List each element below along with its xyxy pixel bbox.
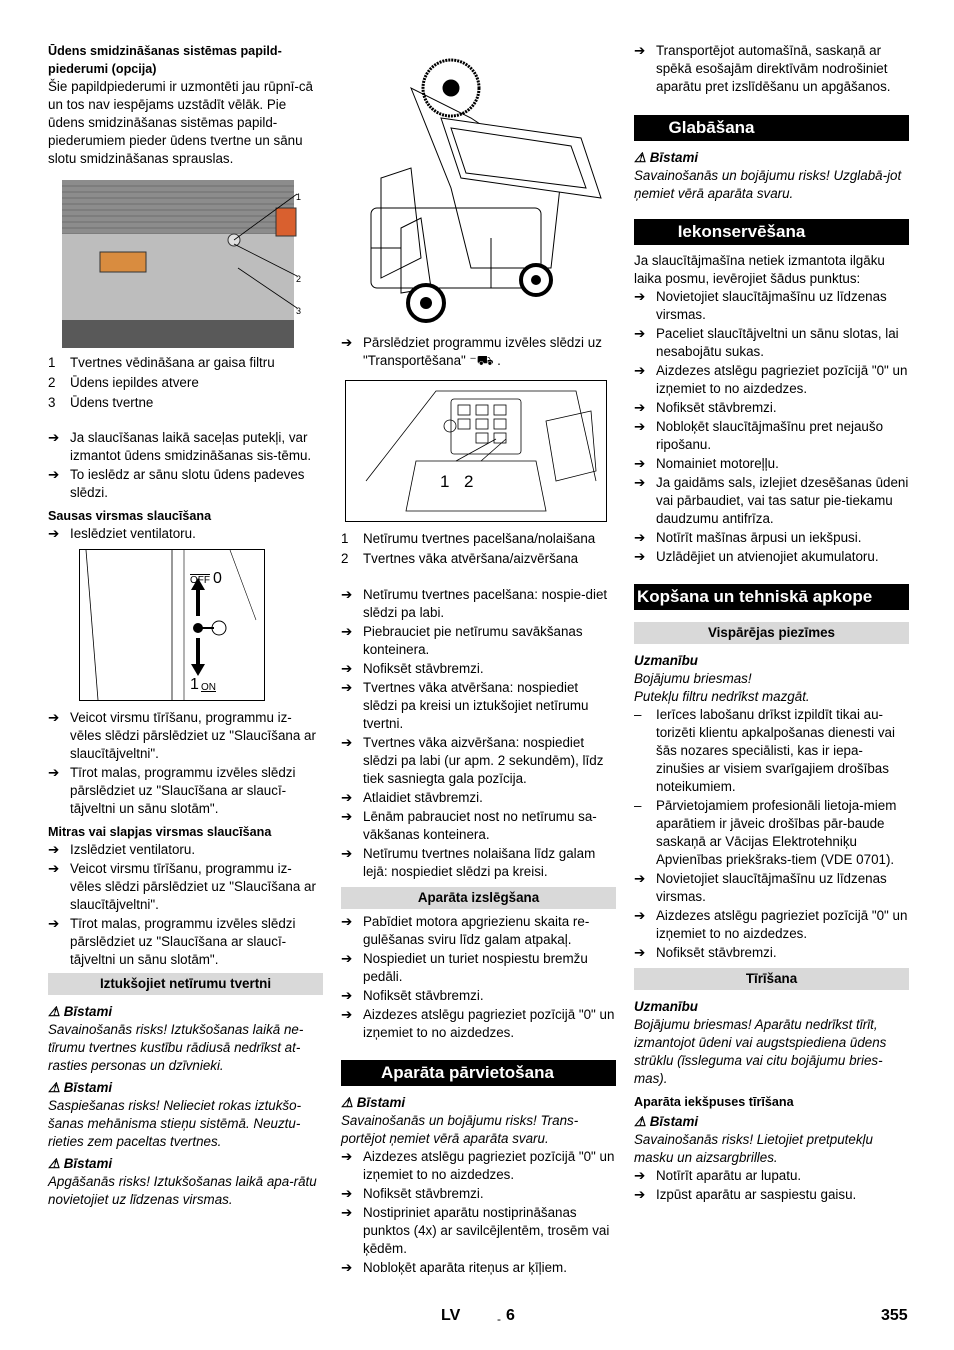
warning-icon: ⚠ <box>48 1080 61 1095</box>
arrow-icon: ➔ <box>634 456 646 471</box>
panel-label-1: 1 <box>440 472 450 491</box>
list-item: ➔ Uzlādējiet un atvienojiet akumulatoru. <box>634 549 879 564</box>
arrow-icon: ➔ <box>48 526 60 541</box>
list-item: ➔ Ja gaidāms sals, izlejiet dzesēšanas ūdeni vai pārbaudiet, vai tas satur pie-tiekamu daudzumu antifrīza. <box>634 475 909 526</box>
empty-tank-subheading: Iztukšojiet netīrumu tvertni <box>48 973 323 995</box>
list-item: ➔ Nofiksēt stāvbremzi. <box>634 400 777 415</box>
warning-text: Saspiešanas risks! Nelieciet rokas iztukšo-šanas mehānisma stieņu sistēmā. Neuztu-rieties zem paceltas tvertnes. <box>48 1098 302 1149</box>
footer-dash: - <box>497 1312 501 1326</box>
switch-off-subheading: Aparāta izslēgšana <box>341 887 616 909</box>
arrow-icon: ➔ <box>634 400 646 415</box>
list-item: – Ierīces labošanu drīkst izpildīt tikai au-torizēti klientu apkalpošanas dienesti vai šās nozares speciālisti, kas ir iepa-zinušies ar visiem svarīgajiem drošības noteikumiem. <box>634 707 895 794</box>
arrow-icon: ➔ <box>341 1149 353 1164</box>
list-item: ➔ Pārslēdziet programmu izvēles slēdzi uz "Transportēšana" ⁻⛟ . <box>341 335 602 368</box>
panel-label-2: 2 <box>464 472 474 491</box>
arrow-icon: ➔ <box>341 809 353 824</box>
warning-text: Savainošanās risks! Lietojiet pretputekļu masku un aizsargbrilles. <box>634 1132 873 1165</box>
list-item: ➔ Lēnām pabrauciet nost no netīrumu sa-vākšanas konteinera. <box>341 809 597 842</box>
list-item: ➔ Nospiediet un turiet nospiestu bremžu pedāli. <box>341 951 588 984</box>
list-item: ➔ Nofiksēt stāvbremzi. <box>634 945 777 960</box>
warning-title: ⚠ Bīstami <box>48 1080 113 1095</box>
list-item: ➔ Novietojiet slaucītājmašīnu uz līdzenas virsmas. <box>634 871 887 904</box>
arrow-icon: ➔ <box>341 735 353 750</box>
options-paragraph: Šie papildpiederumi ir uzmontēti jau rūpnī-cā un tos nav iespējams uzstādīt vēlāk. Pie ūdens smidzināšanas sistēmas papild-piederumiem pieder ūdens tvertne un sānu slotu smidzināšanas sprauslas. <box>48 79 313 166</box>
spray-steps <box>48 429 323 502</box>
list-item: ➔ Novietojiet slaucītājmašīnu uz līdzenas virsmas. <box>634 289 887 322</box>
fig1-label-1: 1 <box>296 192 302 202</box>
arrow-icon: ➔ <box>341 1007 353 1022</box>
emptying-steps <box>341 586 616 881</box>
on-label: ON <box>201 682 216 693</box>
fan-switch-figure <box>79 549 265 701</box>
list-item: ➔ Aizdezes atslēgu pagrieziet pozīcijā "0" un izņemiet to no aizdedzes. <box>634 908 908 941</box>
dry-steps <box>48 709 323 818</box>
arrow-icon: ➔ <box>341 624 353 639</box>
list-item: ➔ Ja slaucīšanas laikā saceļas putekļi, var izmantot ūdens smidzināšanas sis-tēmu. <box>48 430 312 463</box>
arrow-icon: ➔ <box>634 1168 646 1183</box>
arrow-icon: ➔ <box>634 549 646 564</box>
list-item: ➔ Nomainiet motoreļļu. <box>634 456 779 471</box>
arrow-icon: ➔ <box>634 363 646 378</box>
warning-title: ⚠ Bīstami <box>341 1095 406 1110</box>
list-item: ➔ Paceliet slaucītājveltni un sānu slotas, lai nesabojātu sukas. <box>634 326 899 359</box>
legend-item: 2 Ūdens iepildes atvere <box>48 375 199 390</box>
list-item: ➔ Izslēdziet ventilatoru. <box>48 842 196 857</box>
warning-icon: ⚠ <box>48 1156 61 1171</box>
caution-text: Bojājumu briesmas! Aparātu nedrīkst tīrīt, izmantojot ūdeni vai augstspiediena ūdens strūklu (īssleguma vai citu bojājumu bries-mas). <box>634 1017 887 1086</box>
list-item: ➔ Aizdezes atslēgu pagrieziet pozīcijā "0" un izņemiet to no aizdedzes. <box>341 1149 615 1182</box>
legend-1 <box>48 354 323 412</box>
wet-heading: Mitras vai slapjas virsmas slaucīšana <box>48 825 272 839</box>
arrow-icon: ➔ <box>634 908 646 923</box>
list-item: ➔ Netīrumu tvertnes pacelšana: nospie-diet slēdzi pa labi. <box>341 587 608 620</box>
arrow-icon: ➔ <box>341 1260 353 1275</box>
arrow-icon: ➔ <box>634 43 646 58</box>
warning-text: Apgāšanās risks! Iztukšošanas laikā apa-rātu novietojiet uz līdzenas virsmas. <box>48 1174 317 1207</box>
transport-icon: ⁻⛟ <box>469 353 494 368</box>
legend-item: 1 Tvertnes vēdināšana ar gaisa filtru <box>48 355 275 370</box>
list-item: ➔ Netīrumu tvertnes nolaišana līdz galam lejā: nospiediet slēdzi pa kreisi. <box>341 846 596 879</box>
arrow-icon: ➔ <box>341 951 353 966</box>
list-item: ➔ Notīrīt aparātu ar lupatu. <box>634 1168 802 1183</box>
warning-title: ⚠ Bīstami <box>48 1004 113 1019</box>
arrow-icon: ➔ <box>341 587 353 602</box>
list-item: ➔ To ieslēdz ar sānu slotu ūdens padeves slēdzi. <box>48 467 305 500</box>
arrow-icon: ➔ <box>48 430 60 445</box>
arrow-icon: ➔ <box>634 326 646 341</box>
control-panel-illustration <box>346 381 606 521</box>
arrow-icon: ➔ <box>341 335 353 350</box>
arrow-icon: ➔ <box>341 846 353 861</box>
warning-text: Savainošanās un bojājumu risks! Trans-portējot ņemiet vērā aparāta svaru. <box>341 1113 579 1146</box>
list-item: ➔ Nostipriniet aparātu nostiprināšanas punktos (4x) ar savilcējlentēm, trosēm vai ķēdēm. <box>341 1205 610 1256</box>
caution-text: Putekļu filtru nedrīkst mazgāt. <box>634 689 810 704</box>
warning-icon: ⚠ <box>634 150 647 165</box>
arrow-icon: ➔ <box>341 680 353 695</box>
footer-page-number: 355 <box>881 1307 908 1324</box>
list-item: ➔ Ieslēdziet ventilatoru. <box>48 526 196 541</box>
inside-cleaning-heading: Aparāta iekšpuses tīrīšana <box>634 1095 794 1109</box>
water-tank-illustration <box>62 180 312 352</box>
list-item: ➔ Tīrot malas, programmu izvēles slēdzi pārslēdziet uz "Slaucīšana ar slaucī-tājveltni un sānu slotām". <box>48 765 296 816</box>
column-2 <box>341 58 616 1277</box>
section-heading-storage: Glabāšana <box>634 115 909 141</box>
sweeper-figure <box>341 58 616 326</box>
warning-icon: ⚠ <box>48 1004 61 1019</box>
control-panel-figure <box>345 380 607 522</box>
list-item: ➔ Aizdezes atslēgu pagrieziet pozīcijā "0" un izņemiet to no aizdedzes. <box>341 1007 615 1040</box>
fan-switch-illustration <box>80 550 264 700</box>
column-3 <box>634 42 909 1204</box>
dry-heading: Sausas virsmas slaucīšana <box>48 509 212 523</box>
arrow-icon: ➔ <box>634 1187 646 1202</box>
arrow-icon: ➔ <box>48 467 60 482</box>
warning-title: ⚠ Bīstami <box>48 1156 113 1171</box>
arrow-icon: ➔ <box>341 1186 353 1201</box>
arrow-icon: ➔ <box>634 871 646 886</box>
list-item: ➔ Notīrīt mašīnas ārpusi un iekšpusi. <box>634 530 862 545</box>
column-1 <box>48 42 323 1209</box>
arrow-icon: ➔ <box>341 790 353 805</box>
list-item: ➔ Tvertnes vāka atvēršana: nospiediet slēdzi pa kreisi un iztukšojiet netīrumu tvertni. <box>341 680 589 731</box>
arrow-icon: ➔ <box>341 914 353 929</box>
caution-text: Bojājumu briesmas! <box>634 671 752 686</box>
caution-title: Uzmanību <box>634 999 698 1014</box>
warning-title: ⚠ Bīstami <box>634 1114 699 1129</box>
list-item: ➔ Pabīdiet motora apgriezienu skaita re-gulēšanas sviru līdz galam atpakaļ. <box>341 914 590 947</box>
list-item: ➔ Aizdezes atslēgu pagrieziet pozīcijā "0" un izņemiet to no aizdedzes. <box>634 363 908 396</box>
list-item: ➔ Nobloķēt slaucītājmašīnu pret nejaušo ripošanu. <box>634 419 884 452</box>
list-item: ➔ Atlaidiet stāvbremzi. <box>341 790 483 805</box>
legend-item: 3 Ūdens tvertne <box>48 395 154 410</box>
dash-icon: – <box>634 798 642 813</box>
water-tank-figure <box>62 180 312 352</box>
list-item: ➔ Nobloķēt aparāta riteņus ar ķīļiem. <box>341 1260 567 1275</box>
list-item: ➔ Izpūst aparātu ar saspiestu gaisu. <box>634 1187 857 1202</box>
list-item: ➔ Veicot virsmu tīrīšanu, programmu iz-vēles slēdzi pārslēdziet uz "Slaucīšana ar slaucītājveltni". <box>48 861 316 912</box>
arrow-icon: ➔ <box>341 1205 353 1220</box>
zero-label: 0 <box>213 570 222 587</box>
one-label: 1 <box>190 676 199 693</box>
arrow-icon: ➔ <box>634 475 646 490</box>
warning-icon: ⚠ <box>341 1095 354 1110</box>
list-item: ➔ Transportējot automašīnā, saskaņā ar spēkā esošajām direktīvām nodrošiniet aparātu pret izslīdēšanu un apgāšanos. <box>634 43 891 94</box>
options-heading: Ūdens smidzināšanas sistēmas papild-piederumi (opcija) <box>48 44 282 76</box>
warning-text: Savainošanās un bojājumu risks! Uzglabā-jot ņemiet vērā aparāta svaru. <box>634 168 902 201</box>
fig1-label-2: 2 <box>296 274 302 284</box>
list-item: ➔ Nofiksēt stāvbremzi. <box>341 1186 484 1201</box>
list-item: ➔ Nofiksēt stāvbremzi. <box>341 988 484 1003</box>
arrow-icon: ➔ <box>634 530 646 545</box>
section-heading-maintenance: Kopšana un tehniskā apkope <box>634 584 909 610</box>
list-item: ➔ Tvertnes vāka aizvēršana: nospiediet slēdzi pa labi (ur apm. 2 sekundēm), līdz tiek sasniegta gala pozīcija. <box>341 735 604 786</box>
list-item: – Pārvietojamiem profesionāli lietoja-miem aparātiem ir jāveic drošības pār-baude saskaņā ar Vācijas Elektrotehniķu Apvienības priekšraks-tiem (VDE 0701). <box>634 798 897 867</box>
arrow-icon: ➔ <box>634 289 646 304</box>
caution-title: Uzmanību <box>634 653 698 668</box>
list-item: ➔ Tīrot malas, programmu izvēles slēdzi pārslēdziet uz "Slaucīšana ar slaucī-tājveltni un sānu slotām". <box>48 916 296 967</box>
cleaning-subheading: Tīrīšana <box>634 968 909 990</box>
warning-text: Savainošanās risks! Iztukšošanas laikā ne-tīrumu tvertnes kustību rādiusā nedrīkst at-rasties personas un dzīvnieki. <box>48 1022 304 1073</box>
arrow-icon: ➔ <box>48 710 60 725</box>
conservation-steps <box>634 288 909 566</box>
list-item: ➔ Nofiksēt stāvbremzi. <box>341 661 484 676</box>
legend-2 <box>341 530 616 568</box>
fig1-label-3: 3 <box>296 306 302 316</box>
off-label: $\overline{OFF}$ <box>190 575 210 586</box>
general-notes-subheading: Vispārējas piezīmes <box>634 622 909 644</box>
list-item: ➔ Veicot virsmu tīrīšanu, programmu iz-vēles slēdzi pārslēdziet uz "Slaucīšana ar slaucītājveltni". <box>48 710 316 761</box>
arrow-icon: ➔ <box>341 661 353 676</box>
dash-icon: – <box>634 707 642 722</box>
arrow-icon: ➔ <box>634 419 646 434</box>
conservation-intro: Ja slaucītājmašīna netiek izmantota ilgāku laika posmu, ievērojiet šādus punktus: <box>634 253 885 286</box>
legend-item: 1 Netīrumu tvertnes pacelšana/nolaišana <box>341 531 596 546</box>
footer-section-page: 6 <box>506 1307 515 1324</box>
switch-off-steps <box>341 913 616 1042</box>
arrow-icon: ➔ <box>48 842 60 857</box>
section-heading-conservation: Iekonservēšana <box>634 219 909 245</box>
warning-icon: ⚠ <box>634 1114 647 1129</box>
sweeper-illustration <box>341 58 616 326</box>
section-heading-move: Aparāta pārvietošana <box>341 1060 616 1086</box>
footer-language: LV <box>441 1307 461 1324</box>
list-item: ➔ Piebrauciet pie netīrumu savākšanas konteinera. <box>341 624 583 657</box>
legend-item: 2 Tvertnes vāka atvēršana/aizvēršana <box>341 551 579 566</box>
arrow-icon: ➔ <box>341 988 353 1003</box>
arrow-icon: ➔ <box>634 945 646 960</box>
warning-title: ⚠ Bīstami <box>634 150 699 165</box>
arrow-icon: ➔ <box>48 916 60 931</box>
arrow-icon: ➔ <box>48 861 60 876</box>
arrow-icon: ➔ <box>48 765 60 780</box>
